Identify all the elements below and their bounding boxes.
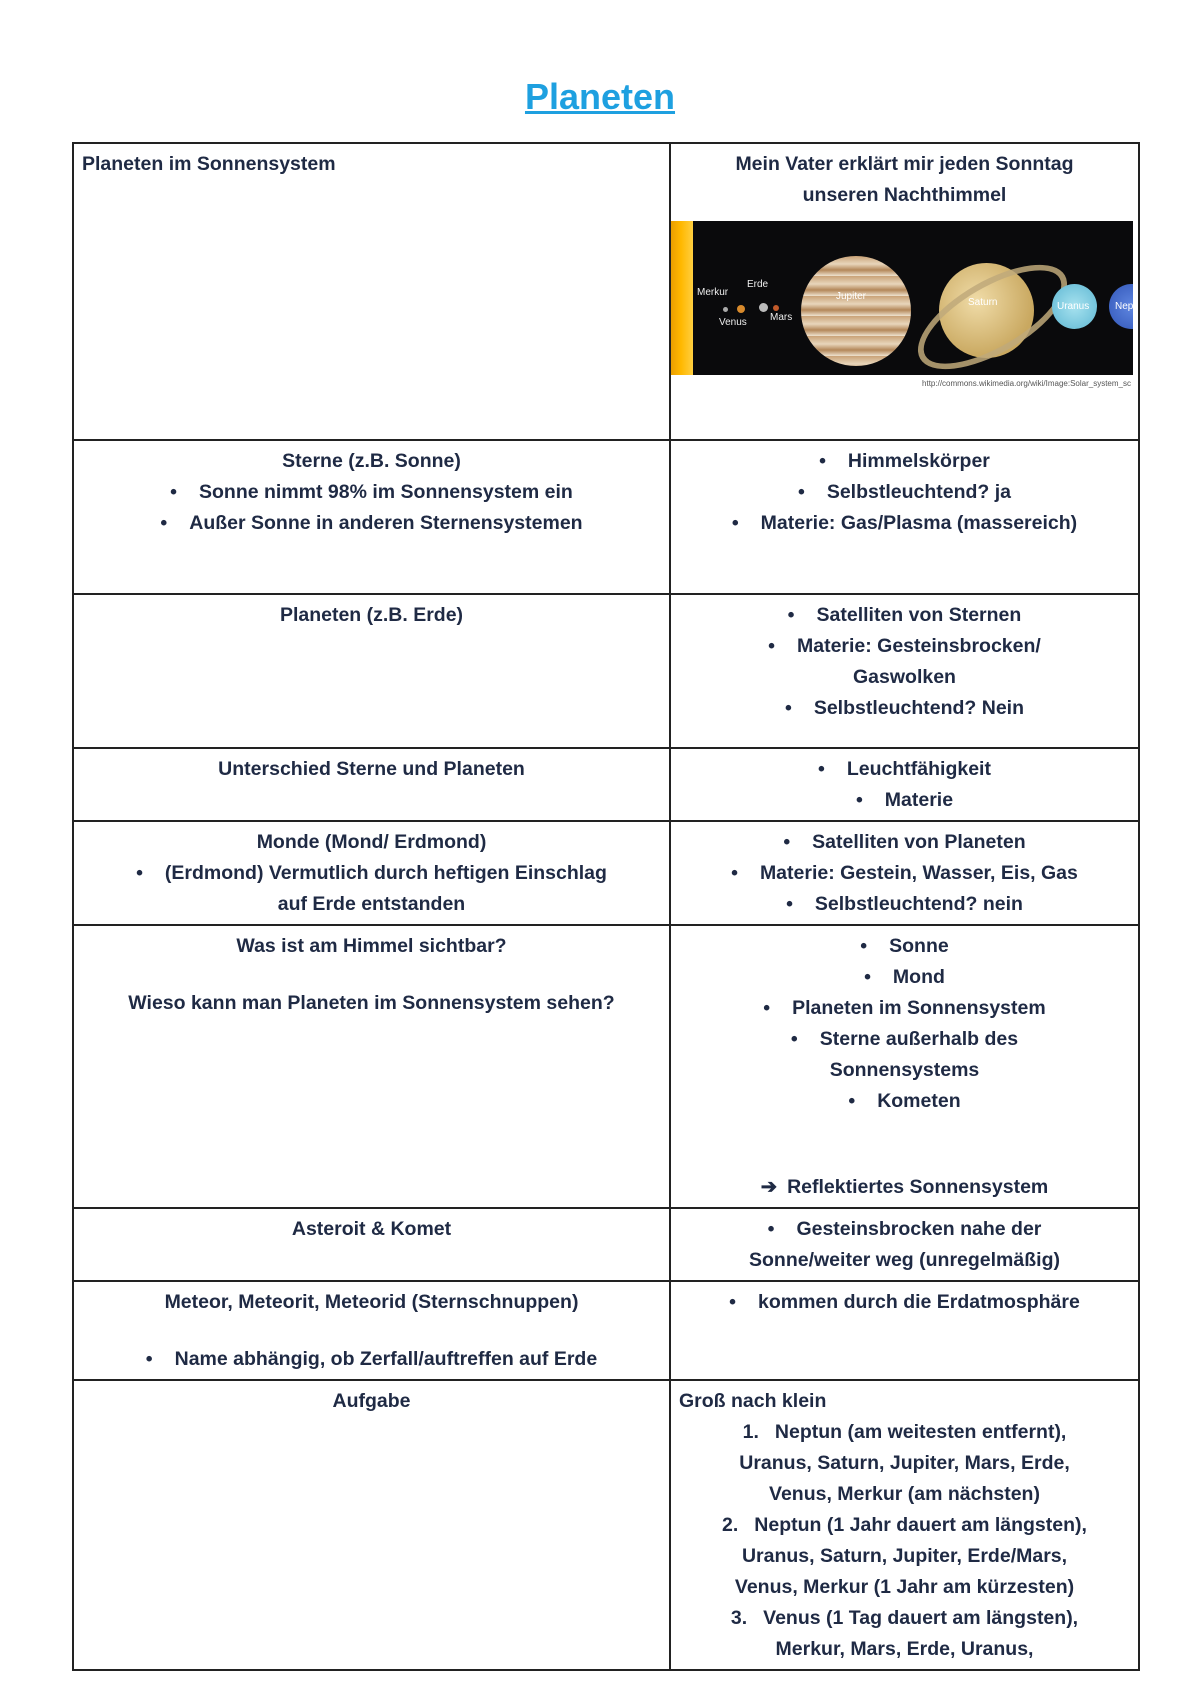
bullet-list [679,931,1130,1055]
mercury-graphic [723,307,728,312]
list-line: Uranus, Saturn, Jupiter, Erde/Mars, [741,1545,1068,1567]
list-item: • Himmelskörper [679,446,1130,477]
list-item: • Materie: Gas/Plasma (massereich) [679,508,1130,539]
bullet-list [82,1344,661,1375]
cell-left [73,1208,670,1281]
numbered-list [679,1417,1130,1665]
table-row [73,925,1139,1208]
label-neptun: Nep [1115,301,1133,312]
table-row [73,821,1139,925]
list-item: • Außer Sonne in anderen Sternensystemen [82,508,661,539]
list-item: • Materie: Gestein, Wasser, Eis, Gas [679,858,1130,889]
table-row [73,1380,1139,1670]
table-row [73,1208,1139,1281]
cell-right [670,1380,1139,1670]
bullet-list [679,446,1130,539]
list-item [679,1603,1130,1665]
row-subheading: Wieso kann man Planeten im Sonnensystem sehen? [128,992,615,1014]
row-heading: Asteroit & Komet [291,1218,452,1240]
list-item: • Selbstleuchtend? ja [679,477,1130,508]
cell-left [73,440,670,594]
list-item: • Sonne [679,931,1130,962]
mars-graphic [773,305,779,311]
cell-right [670,925,1139,1208]
table-row [73,748,1139,821]
list-item-continuation: Sonne/weiter weg (unregelmäßig) [749,1249,1060,1271]
list-item: • Selbstleuchtend? nein [679,889,1130,920]
list-item: • Sonne nimmt 98% im Sonnensystem ein [82,477,661,508]
cell-right [670,594,1139,748]
row-heading: Planeten im Sonnensystem [82,153,336,175]
list-item: • Name abhängig, ob Zerfall/auftreffen auf Erde [82,1344,661,1375]
cell-left [73,748,670,821]
list-line: Neptun (am weitesten entfernt), [774,1421,1067,1443]
list-line: Venus, Merkur (1 Jahr am kürzesten) [734,1576,1075,1598]
label-saturn: Saturn [968,297,998,308]
conclusion-line [679,1172,1130,1203]
bullet-list [679,827,1130,920]
bullet-list [679,1287,1130,1318]
cell-left [73,821,670,925]
conclusion-text: Reflektiertes Sonnensystem [787,1176,1049,1198]
row-heading-line2: unseren Nachthimmel [802,184,1007,206]
row-heading: Mein Vater erklärt mir jeden Sonntag [735,153,1074,175]
table-row [73,440,1139,594]
list-line: Venus, Merkur (am nächsten) [769,1483,1040,1505]
list-item: • Gesteinsbrocken nahe der [679,1214,1130,1245]
cell-right [670,748,1139,821]
row-heading: Groß nach klein [679,1390,827,1412]
row-heading: Sterne (z.B. Sonne) [282,450,461,472]
label-erde: Erde [747,279,769,290]
cell-right [670,1281,1139,1380]
cell-left [73,143,670,440]
cell-right [670,440,1139,594]
list-item: • Materie [679,785,1130,816]
jupiter-graphic [801,256,911,366]
label-jupiter: Jupiter [836,291,867,302]
arrow-right-icon: ➔ [760,1176,778,1198]
bullet-list [679,754,1130,816]
bullet-list [82,477,661,539]
list-item-continuation: auf Erde entstanden [277,893,466,915]
label-mars: Mars [770,312,793,323]
cell-right [670,821,1139,925]
bullet-list [679,1214,1130,1245]
table-row [73,594,1139,748]
list-item [679,1417,1130,1510]
row-heading: Planeten (z.B. Erde) [279,604,464,626]
list-item: • Materie: Gesteinsbrocken/ [679,631,1130,662]
bullet-list [82,858,661,889]
cell-right [670,1208,1139,1281]
list-number: 2. [722,1514,739,1536]
list-item: • Satelliten von Sternen [679,600,1130,631]
list-item [679,1510,1130,1603]
cell-left [73,1380,670,1670]
list-item: • (Erdmond) Vermutlich durch heftigen Einschlag [82,858,661,889]
list-item: • Selbstleuchtend? Nein [679,693,1130,724]
list-item: • Sterne außerhalb des [679,1024,1130,1055]
cell-left [73,925,670,1208]
solar-system-image [671,221,1133,393]
list-line: Venus (1 Tag dauert am längsten), [763,1607,1079,1629]
list-item-continuation: Gaswolken [853,666,956,688]
row-heading: Monde (Mond/ Erdmond) [256,831,487,853]
earth-graphic [759,303,768,312]
bullet-list [679,693,1130,724]
list-item: • Satelliten von Planeten [679,827,1130,858]
venus-graphic [737,305,745,313]
table-row [73,143,1139,440]
label-uranus: Uranus [1057,301,1090,312]
row-heading: Meteor, Meteorit, Meteorid (Sternschnuppen) [164,1291,579,1313]
table-row [73,1281,1139,1380]
page-title: Planeten [524,76,676,117]
cell-left [73,1281,670,1380]
label-merkur: Merkur [697,287,729,298]
row-heading: Aufgabe [332,1390,411,1412]
bullet-list [679,600,1130,662]
list-line: Merkur, Mars, Erde, Uranus, [775,1638,1034,1660]
list-number: 3. [730,1607,748,1629]
list-item-continuation: Sonnensystems [829,1059,980,1081]
row-heading: Unterschied Sterne und Planeten [218,758,525,780]
list-line: Neptun (1 Jahr dauert am längsten), [754,1514,1087,1536]
sun-graphic [671,221,693,375]
list-item: • kommen durch die Erdatmosphäre [679,1287,1130,1318]
row-heading: Was ist am Himmel sichtbar? [236,935,507,957]
list-line: Uranus, Saturn, Jupiter, Mars, Erde, [739,1452,1070,1474]
list-item: • Kometen [679,1086,1130,1117]
list-item: • Mond [679,962,1130,993]
label-venus: Venus [719,317,747,328]
list-item: • Leuchtfähigkeit [679,754,1130,785]
list-number: 1. [742,1421,759,1443]
notes-table [72,142,1140,1671]
cell-right [670,143,1139,440]
bullet-list [679,1086,1130,1117]
list-item: • Planeten im Sonnensystem [679,993,1130,1024]
cell-left [73,594,670,748]
image-credit: http://commons.wikimedia.org/wiki/Image:Solar_system_sc [671,375,1133,393]
